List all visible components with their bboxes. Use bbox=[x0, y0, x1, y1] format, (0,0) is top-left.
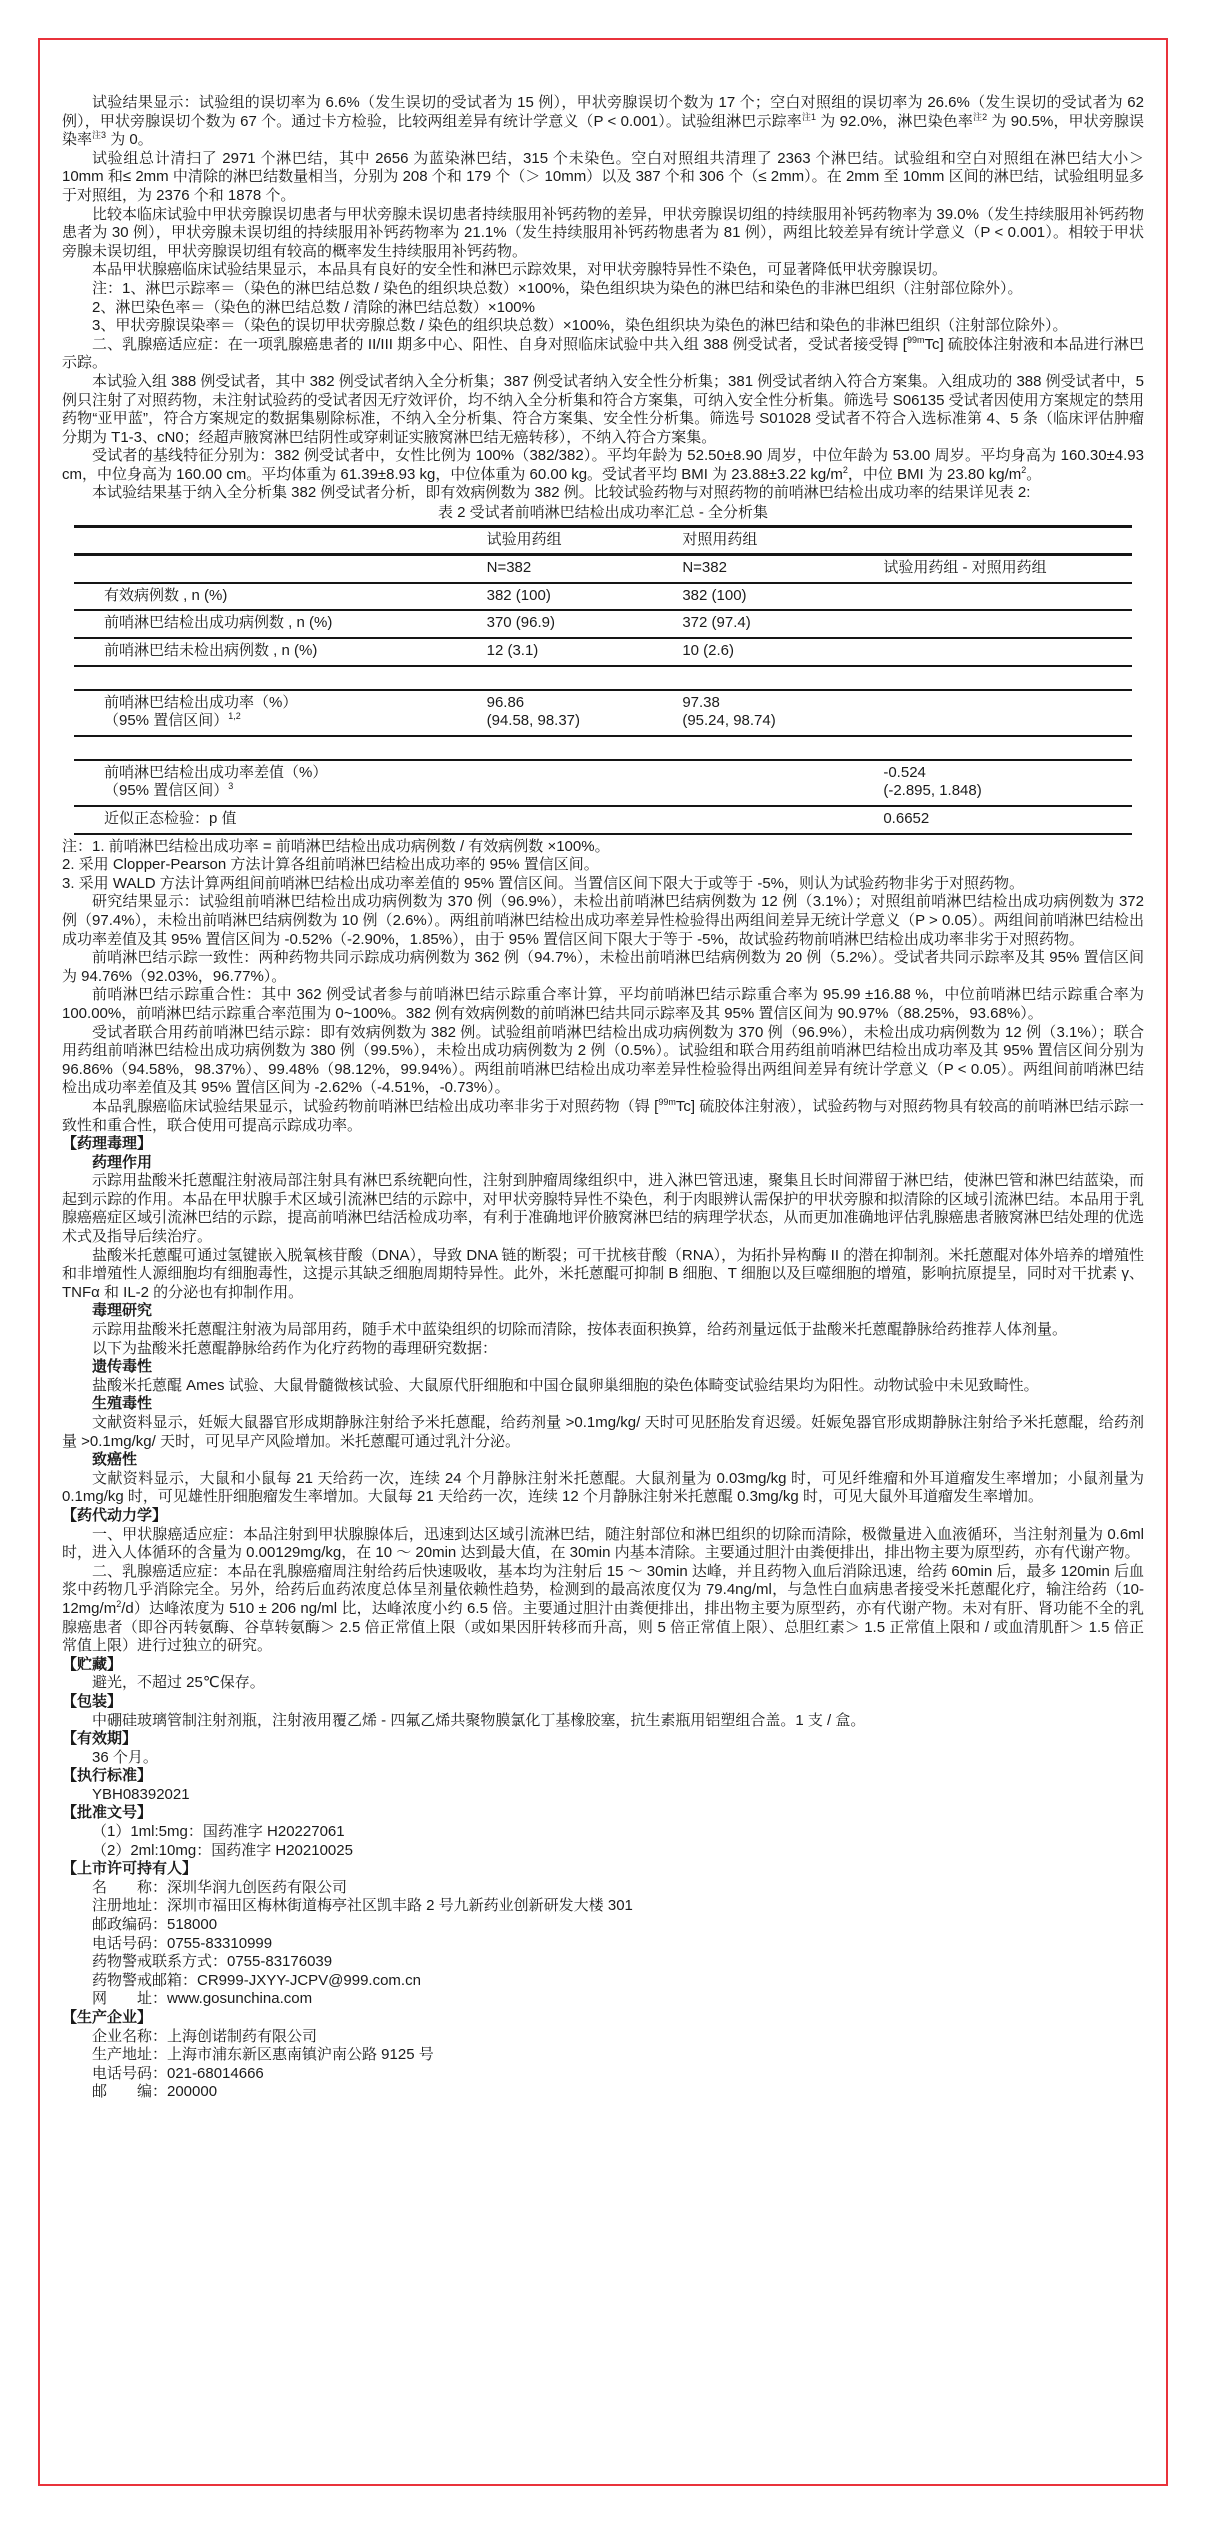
table-spacer-row bbox=[74, 736, 1132, 760]
paragraph: 邮 编：200000 bbox=[92, 2083, 218, 2101]
table-header-row-groups bbox=[74, 526, 1132, 555]
table-header-cell bbox=[883, 526, 1132, 555]
sub-section-header: 药理作用 bbox=[92, 1153, 153, 1171]
paragraph: 本试验结果基于纳入全分析集 382 例受试者分析，即有效病例数为 382 例。比较试验药物与对照药物的前哨淋巴结检出成功率的结果详见表 2: bbox=[92, 484, 1031, 502]
results-table-block bbox=[62, 504, 1144, 835]
table-cell bbox=[883, 583, 1132, 611]
paragraph: 一、甲状腺癌适应症：本品注射到甲状腺腺体后，迅速到达区域引流淋巴结，随注射部位和淋巴组织的切除而清除，极微量进入血液循环，当注射剂量为 0.6ml 时，进入人体循环的含量为 0.00129mg/kg，在 10 ～ 20min 达到最大值，在 30min 内基本清除。主要通过胆汁由粪便排出，排出物主要为原型药，亦有代谢产物。 bbox=[62, 1525, 1144, 1562]
table-cell bbox=[883, 610, 1132, 638]
sub-section-header: 生殖毒性 bbox=[92, 1395, 153, 1413]
paragraph: 示踪用盐酸米托蒽醌注射液局部注射具有淋巴系统靶向性，注射到肿瘤周缘组织中，进入淋巴管迅速，聚集且长时间滞留于淋巴结，使淋巴管和淋巴结蓝染，而起到示踪的作用。本品在甲状腺手术区域引流淋巴结的示踪中，对甲状旁腺特异性不染色，利于肉眼辨认需保护的甲状旁腺和拟清除的区域引流淋巴结。本品用于乳腺癌癌症区域引流淋巴结的示踪，提高前哨淋巴结活检成功率，有利于准确地评价腋窝淋巴结的病理学状态，从而更加准确地评估乳腺癌患者腋窝淋巴结处理的优选术式及指导后续治疗。 bbox=[62, 1172, 1144, 1246]
section-header: 【生产企业】 bbox=[62, 2009, 153, 2026]
table-header-cell: N=382 bbox=[682, 555, 883, 583]
table-cell bbox=[682, 806, 883, 834]
table-caption: 表 2 受试者前哨淋巴结检出成功率汇总 - 全分析集 bbox=[437, 504, 768, 522]
table-row bbox=[74, 760, 1132, 806]
table-row bbox=[74, 638, 1132, 666]
table-header-row-n bbox=[74, 555, 1132, 583]
paragraph: 避光，不超过 25℃保存。 bbox=[92, 1674, 265, 1692]
table-header-cell: 试验用药组 bbox=[487, 526, 683, 555]
table-row-label: 近似正态检验：p 值 bbox=[74, 806, 487, 834]
table-header-cell bbox=[74, 555, 487, 583]
table-cell bbox=[487, 760, 683, 806]
paragraph: YBH08392021 bbox=[92, 1785, 190, 1803]
section-header: 【药理毒理】 bbox=[62, 1135, 153, 1153]
paragraph: 名 称：深圳华润九创医药有限公司 bbox=[92, 1878, 348, 1896]
table-row bbox=[74, 806, 1132, 834]
paragraph: 36 个月。 bbox=[92, 1748, 158, 1766]
sub-section-header: 致癌性 bbox=[92, 1451, 138, 1469]
table-cell: 96.86 (94.58, 98.37) bbox=[487, 690, 683, 736]
paragraph: 二、乳腺癌适应症：在一项乳腺癌患者的 II/III 期多中心、阳性、自身对照临床试验中共入组 388 例受试者，受试者接受锝 [$^{99m}$Tc] 硫胶体注射液和本品进行淋巴示踪。 bbox=[62, 334, 1144, 372]
table-cell: 97.38 (95.24, 98.74) bbox=[682, 690, 883, 736]
paragraph: 盐酸米托蒽醌可通过氢键嵌入脱氧核苷酸（DNA），导致 DNA 链的断裂；可干扰核苷酸（RNA），为拓扑异构酶 II 的潜在抑制剂。米托蒽醌对体外培养的增殖性和非增殖性人源细胞均有细胞毒性，这提示其缺乏细胞周期特异性。此外，米托蒽醌可抑制 B 细胞、T 细胞以及巨噬细胞的增殖，影响抗原提呈，同时对干扰素 γ、TNFα 和 IL-2 的分泌也有抑制作用。 bbox=[62, 1246, 1144, 1301]
paragraph: （2）2ml:10mg：国药准字 H20210025 bbox=[92, 1841, 353, 1859]
table-header-cell: N=382 bbox=[487, 555, 683, 583]
paragraph: 以下为盐酸米托蒽醌静脉给药作为化疗药物的毒理研究数据： bbox=[92, 1339, 498, 1357]
section-header: 【执行标准】 bbox=[62, 1767, 153, 1785]
table-cell bbox=[883, 690, 1132, 736]
sub-section-header: 毒理研究 bbox=[92, 1302, 153, 1320]
table-cell bbox=[682, 760, 883, 806]
paragraph: 本品乳腺癌临床试验结果显示，试验药物前哨淋巴结检出成功率非劣于对照药物（锝 [$^{99m}$Tc] 硫胶体注射液），试验药物与对照药物具有较高的前哨淋巴结示踪一致性和重合性，联合使用可提高示踪成功率。 bbox=[62, 1096, 1145, 1134]
table-row bbox=[74, 690, 1132, 736]
paragraph: 文献资料显示，大鼠和小鼠每 21 天给药一次，连续 24 个月静脉注射米托蒽醌。大鼠剂量为 0.03mg/kg 时，可见纤维瘤和外耳道瘤发生率增加；小鼠剂量为 0.1mg/kg 时，可见雄性肝细胞瘤发生率增加。大鼠每 21 天给药一次，连续 12 个月静脉注射米托蒽醌 0.3mg/kg 时，可见大鼠外耳道瘤发生率增加。 bbox=[62, 1469, 1144, 1506]
table-note-line: 2. 采用 Clopper-Pearson 方法计算各组前哨淋巴结检出成功率的 95% 置信区间。 bbox=[62, 856, 599, 874]
table-header-cell: 对照用药组 bbox=[682, 526, 883, 555]
paragraph: 受试者的基线特征分别为：382 例受试者中，女性比例为 100%（382/382）。平均年龄为 52.50±8.90 周岁，中位年龄为 53.00 周岁。平均身高为 160.30±4.93 cm，中位身高为 160.00 cm。平均体重为 61.39±8.93 kg，中位体重为 60.00 kg。受试者平均 BMI 为 23.88±3.22 $kg/m^2$，中位 BMI 为 23.80 $kg/m^2$。 bbox=[62, 447, 1144, 483]
paragraph: 注册地址：深圳市福田区梅林街道梅亭社区凯丰路 2 号九新药业创新研发大楼 301 bbox=[92, 1897, 633, 1915]
table-spacer-row bbox=[74, 666, 1132, 690]
paragraph: 中硼硅玻璃管制注射剂瓶，注射液用覆乙烯 - 四氟乙烯共聚物膜氯化丁基橡胶塞，抗生素瓶用铝塑组合盖。1 支 / 盒。 bbox=[92, 1711, 866, 1729]
table-cell: 370 (96.9) bbox=[487, 610, 683, 638]
paragraph: 研究结果显示：试验组前哨淋巴结检出成功病例数为 370 例（96.9%），未检出前哨淋巴结病例数为 12 例（3.1%）；对照组前哨淋巴结检出成功病例数为 372 例（97.4%），未检出前哨淋巴结病例数为 10 例（2.6%）。两组前哨淋巴结检出成功率差异性检验得出两组间差异无统计学意义（P > 0.05）。两组间前哨淋巴结检出成功率差值及其 95% 置信区间为 -0.52%（-2.90%，1.85%），由于 95% 置信区间下限大于等于 -5%，故试验药物前哨淋巴结检出成功率非劣于对照药物。 bbox=[62, 893, 1144, 948]
table-cell: 382 (100) bbox=[487, 583, 683, 611]
table-header-cell bbox=[74, 526, 487, 555]
paragraph: 二、乳腺癌适应症：本品在乳腺癌瘤周注射给药后快速吸收，基本均为注射后 15 ～ 30min 达峰，并且药物入血后消除迅速，给药 60min 后，最多 120min 后血浆中药物几乎消除完全。另外，给药后血药浓度总体呈剂量依赖性趋势，检测到的最高浓度仅为 79.4ng/ml，与急性白血病患者接受米托蒽醌化疗，输注给药$(10-12mg/m^2/d)$达峰浓度为 510 ± 206 ng/ml 比，达峰浓度小约 6.5 倍。主要通过胆汁由粪便排出，排出物主要为原型药，亦有代谢产物。未对有肝、肾功能不全的乳腺癌患者（即谷丙转氨酶、谷草转氨酶＞ 2.5 倍正常值上限（或如果因肝转移而升高，则 5 倍正常值上限）、总胆红素＞ 1.5 正常值上限和 / 或血清肌酐＞ 1.5 倍正常值上限）进行过独立的研究。 bbox=[62, 1562, 1144, 1655]
paragraph: 企业名称：上海创诺制药有限公司 bbox=[92, 2027, 318, 2045]
section-header: 【药代动力学】 bbox=[62, 1506, 168, 1524]
table-cell: 372 (97.4) bbox=[682, 610, 883, 638]
table-cell: -0.524 (-2.895, 1.848) bbox=[883, 760, 1132, 806]
paragraph: 2、淋巴染色率＝（染色的淋巴结总数 / 清除的淋巴结总数）×100% bbox=[92, 298, 535, 316]
paragraph: 本品甲状腺癌临床试验结果显示，本品具有良好的安全性和淋巴示踪效果，对甲状旁腺特异性不染色，可显著降低甲状旁腺误切。 bbox=[92, 261, 948, 279]
table-row bbox=[74, 583, 1132, 611]
table-cell: 382 (100) bbox=[682, 583, 883, 611]
section-header: 【有效期】 bbox=[62, 1730, 138, 1748]
table-cell: 12 (3.1) bbox=[487, 638, 683, 666]
table-cell: 10 (2.6) bbox=[682, 638, 883, 666]
paragraph: 电话号码：021-68014666 bbox=[92, 2064, 264, 2082]
paragraph: 电话号码：0755-83310999 bbox=[92, 1934, 273, 1952]
table-cell: 0.6652 bbox=[883, 806, 1132, 834]
paragraph: 药物警戒联系方式：0755-83176039 bbox=[92, 1953, 333, 1971]
table-header-cell: 试验用药组 - 对照用药组 bbox=[883, 555, 1132, 583]
table-spacer-cell bbox=[74, 736, 1132, 760]
table-note-line: 3. 采用 WALD 方法计算两组间前哨淋巴结检出成功率差值的 95% 置信区间。当置信区间下限大于或等于 -5%，则认为试验药物非劣于对照药物。 bbox=[62, 874, 1024, 892]
table-row-label: 前哨淋巴结检出成功率（%） （95% 置信区间）$^{1,2}$ bbox=[74, 690, 487, 736]
paragraph: 文献资料显示，妊娠大鼠器官形成期静脉注射给予米托蒽醌，给药剂量 >0.1mg/kg/ 天时可见胚胎发育迟缓。妊娠兔器官形成期静脉注射给予米托蒽醌，给药剂量 >0.1mg/kg/ 天时，可见早产风险增加。米托蒽醌可通过乳汁分泌。 bbox=[62, 1414, 1144, 1450]
table-row-label: 有效病例数 , n (%) bbox=[74, 583, 487, 611]
paragraph: 生产地址：上海市浦东新区惠南镇沪南公路 9125 号 bbox=[92, 2046, 434, 2064]
paragraph: 前哨淋巴结示踪重合性：其中 362 例受试者参与前哨淋巴结示踪重合率计算，平均前哨淋巴结示踪重合率为 95.99 ±16.88 %，中位前哨淋巴结示踪重合率为 100.00%，前哨淋巴结示踪重合率范围为 0~100%。382 例有效病例数的前哨淋巴结共同示踪率及其 95% 置信区间为 90.97%（88.25%，93.68%）。 bbox=[62, 986, 1144, 1022]
sub-section-header: 遗传毒性 bbox=[92, 1358, 153, 1376]
paragraph: 盐酸米托蒽醌 Ames 试验、大鼠骨髓微核试验、大鼠原代肝细胞和中国仓鼠卵巢细胞的染色体畸变试验结果均为阳性。动物试验中未见致畸性。 bbox=[92, 1376, 1039, 1394]
table-row-label: 前哨淋巴结检出成功率差值（%） （95% 置信区间）$^3$ bbox=[74, 760, 487, 806]
table-row-label: 前哨淋巴结未检出病例数 , n (%) bbox=[74, 638, 487, 666]
paragraph: 试验组总计清扫了 2971 个淋巴结，其中 2656 为蓝染淋巴结，315 个未染色。空白对照组共清理了 2363 个淋巴结。试验组和空白对照组在淋巴结大小＞ 10mm 和≤ 2mm 中清除的淋巴结数量相当，分别为 208 个和 179 个（＞ 10mm）以及 387 个和 306 个（≤ 2mm）。在 2mm 至 10mm 区间的淋巴结，试验组明显多于对照组，为 2376 个和 1878 个。 bbox=[62, 149, 1144, 204]
table-cell bbox=[487, 806, 683, 834]
paragraph: 试验结果显示：试验组的误切率为 6.6%（发生误切的受试者为 15 例），甲状旁腺误切个数为 17 个；空白对照组的误切率为 26.6%（发生误切的受试者为 62 例），甲状旁腺误切个数为 67 个。通过卡方检验，比较两组差异有统计学意义（P < 0.001）。试验组淋巴示踪率$^{注1}$ 为 92.0%，淋巴染色率$^{注2}$ 为 90.5%，甲状旁腺误染率$^{注3}$ 为 0。 bbox=[62, 94, 1144, 149]
table-row-label: 前哨淋巴结检出成功病例数 , n (%) bbox=[74, 610, 487, 638]
paragraph: 受试者联合用药前哨淋巴结示踪：即有效病例数为 382 例。试验组前哨淋巴结检出成功病例数为 370 例（96.9%），未检出成功病例数为 12 例（3.1%）；联合用药组前哨淋巴结检出成功病例数为 380 例（99.5%），未检出成功病例数为 2 例（0.5%）。试验组和联合用药组前哨淋巴结检出成功率及其 95% 置信区间分别为 96.86%（94.58%，98.37%）、99.48%（98.12%，99.94%）。两组前哨淋巴结检出成功率差异性检验得出两组间差异有统计学意义（P < 0.05）。两组间前哨淋巴结检出成功率差值及其 95% 置信区间为 -2.62%（-4.51%，-0.73%）。 bbox=[62, 1023, 1144, 1097]
paragraph: 药物警戒邮箱：CR999-JXYY-JCPV@999.com.cn bbox=[92, 1971, 421, 1989]
paragraph: 3、甲状旁腺误染率＝（染色的误切甲状旁腺总数 / 染色的组织块总数）×100%，染色组织块为染色的淋巴结和染色的非淋巴组织（注射部位除外）。 bbox=[92, 317, 1068, 335]
table-spacer-cell bbox=[74, 666, 1132, 690]
section-header: 【贮藏】 bbox=[62, 1655, 123, 1673]
paragraph: 示踪用盐酸米托蒽醌注射液为局部用药，随手术中蓝染组织的切除而清除，按体表面积换算，给药剂量远低于盐酸米托蒽醌静脉给药推荐人体剂量。 bbox=[92, 1321, 1068, 1339]
section-header: 【包装】 bbox=[62, 1692, 123, 1710]
paragraph: 本试验入组 388 例受试者，其中 382 例受试者纳入全分析集；387 例受试者纳入安全性分析集；381 例受试者纳入符合方案集。入组成功的 388 例受试者中，5 例只注射了对照药物，未注射试验药的受试者因无疗效评价，均不纳入全分析集和符合方案集，可纳入安全性分析集。筛选号 S06135 受试者因使用方案规定的禁用药物“亚甲蓝”，符合方案规定的数据集剔除标准，不纳入全分析集、符合方案集、安全性分析集。筛选号 S01028 受试者不符合入选标准第 4、5 条（临床评估肿瘤分期为 T1-3、cN0；经超声腋窝淋巴结阴性或穿刺证实腋窝淋巴结无癌转移），不纳入符合方案集。 bbox=[62, 372, 1144, 446]
table-cell bbox=[883, 638, 1132, 666]
document-border bbox=[38, 38, 1168, 2486]
results-table bbox=[74, 525, 1132, 835]
table-note-line: 注：1. 前哨淋巴结检出成功率 = 前哨淋巴结检出成功病例数 / 有效病例数 ×100%。 bbox=[62, 837, 610, 855]
document-content bbox=[40, 40, 1166, 2122]
table-row bbox=[74, 610, 1132, 638]
paragraph: 邮政编码：518000 bbox=[92, 1916, 218, 1934]
paragraph: 网 址：www.gosunchina.com bbox=[92, 1990, 313, 2008]
paragraph: 前哨淋巴结示踪一致性：两种药物共同示踪成功病例数为 362 例（94.7%），未检出前哨淋巴结病例数为 20 例（5.2%）。受试者共同示踪率及其 95% 置信区间为 94.76%（92.03%，96.77%）。 bbox=[62, 949, 1144, 985]
section-header: 【批准文号】 bbox=[62, 1804, 153, 1822]
paragraph: （1）1ml:5mg：国药准字 H20227061 bbox=[92, 1823, 345, 1841]
section-header: 【上市许可持有人】 bbox=[62, 1860, 198, 1878]
paragraph: 比较本临床试验中甲状旁腺误切患者与甲状旁腺未误切患者持续服用补钙药物的差异，甲状旁腺误切组的持续服用补钙药物率为 39.0%（发生持续服用补钙药物患者为 30 例），甲状旁腺未误切组的持续服用补钙药物率为 21.1%（发生持续服用补钙药物患者为 81 例），两组比较差异有统计学意义（P < 0.001）。相较于甲状旁腺未误切组，甲状旁腺误切组有较高的概率发生持续服用补钙药物。 bbox=[62, 205, 1144, 260]
paragraph: 注：1、淋巴示踪率＝（染色的淋巴结总数 / 染色的组织块总数）×100%，染色组织块为染色的淋巴结和染色的非淋巴组织（注射部位除外）。 bbox=[92, 279, 1023, 297]
